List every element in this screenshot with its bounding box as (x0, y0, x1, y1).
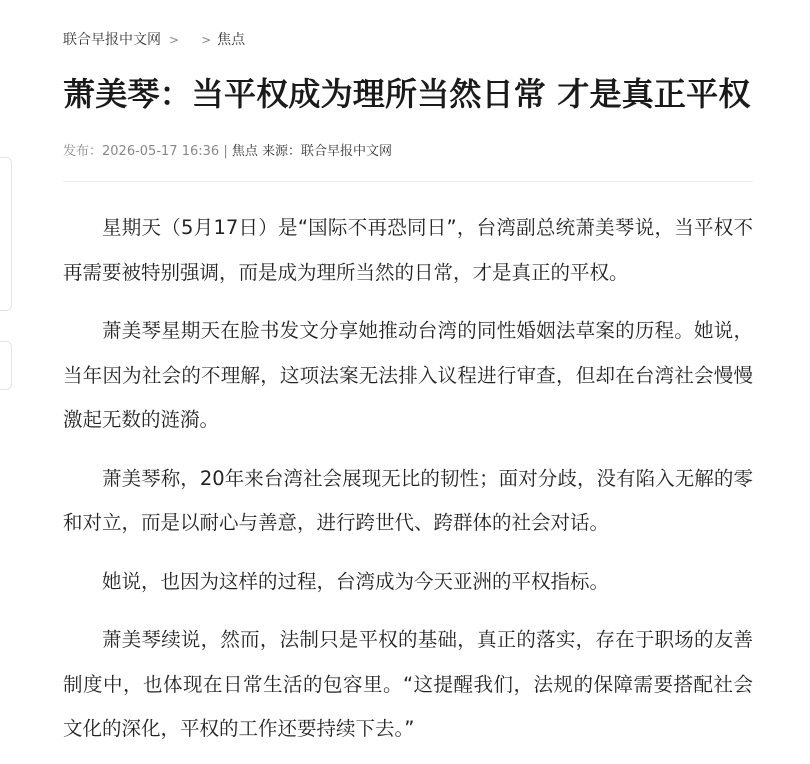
article-paragraph: 萧美琴星期天在脸书发文分享她推动台湾的同性婚姻法草案的历程。她说，当年因为社会的不理解，这项法案无法排入议程进行审查，但却在台湾社会慢慢激起无数的涟漪。 (63, 319, 753, 431)
article-body (63, 206, 753, 752)
breadcrumb-section-link[interactable]: 焦点 (217, 32, 246, 48)
breadcrumb-separator: > (201, 33, 212, 47)
breadcrumb-separator: > (169, 33, 180, 47)
side-floating-toolbar[interactable] (0, 157, 12, 311)
source-link[interactable]: 联合早报中文网 (301, 144, 393, 159)
article-paragraph: 萧美琴称，20年来台湾社会展现无比的韧性；面对分歧，没有陷入无解的零和对立，而是以耐心与善意，进行跨世代、跨群体的社会对话。 (63, 466, 753, 534)
article-title: 萧美琴：当平权成为理所当然日常 才是真正平权 (63, 75, 751, 113)
meta-section-link[interactable]: 焦点 (231, 144, 258, 159)
breadcrumb-home-link[interactable]: 联合早报中文网 (63, 32, 161, 48)
side-floating-button[interactable] (0, 341, 12, 390)
published-time: 2026-05-17 16:36 (102, 144, 220, 159)
article-meta (63, 142, 753, 162)
article-paragraph: 她说，也因为这样的过程，台湾成为今天亚洲的平权指标。 (102, 569, 610, 593)
published-label: 发布： (63, 144, 103, 159)
article-paragraph: 萧美琴续说，然而，法制只是平权的基础，真正的落实，存在于职场的友善制度中，也体现在日常生活的包容里。“这提醒我们，法规的保障需要搭配社会文化的深化，平权的工作还要持续下去。” (63, 628, 753, 740)
source-label: 来源： (262, 144, 302, 159)
article-paragraph: 星期天（5月17日）是“国际不再恐同日”，台湾副总统萧美琴说，当平权不再需要被特别强调，而是成为理所当然的日常，才是真正的平权。 (63, 216, 753, 284)
meta-separator: | (223, 144, 228, 159)
article-container (63, 28, 753, 764)
breadcrumb (63, 28, 753, 52)
divider (63, 181, 753, 182)
